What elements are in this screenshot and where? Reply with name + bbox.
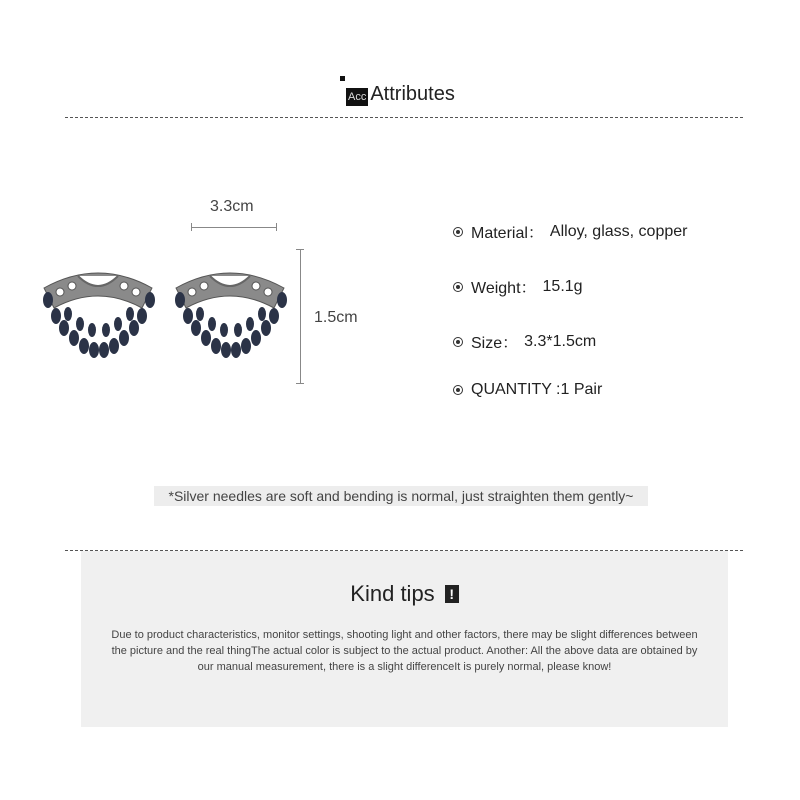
attribute-label: Material： — [471, 225, 544, 242]
height-dimension-line — [300, 249, 301, 383]
attribute-material — [453, 220, 687, 243]
divider-top — [65, 117, 743, 118]
attribute-label: Weight： — [471, 280, 537, 297]
attribute-value: 15.1g — [542, 277, 583, 295]
warning-icon: ! — [445, 585, 459, 603]
attribute-value: 3.3*1.5cm — [524, 332, 597, 350]
width-dimension-cap-right — [276, 223, 277, 231]
earring-left-image — [38, 266, 158, 376]
height-dimension-cap-bottom — [296, 383, 304, 384]
kind-tips-body: Due to product characteristics, monitor settings, shooting light and other factors, there may be slight differences between the picture and the real thingThe actual color is subject to the actual product. Another: All the above data are obtained by our manual measurement, there is a slight differenceIt is purely normal, please know! — [111, 629, 698, 673]
section-header — [340, 76, 455, 106]
bullet-icon — [453, 337, 463, 347]
bullet-icon — [453, 227, 463, 237]
attribute-size — [453, 330, 596, 353]
attribute-label: QUANTITY : — [471, 381, 561, 398]
page-title: Attributes — [370, 83, 455, 105]
height-dimension-label: 1.5cm — [314, 309, 358, 326]
kind-tips-panel — [81, 551, 728, 727]
header-tag: Acc — [346, 88, 368, 106]
attribute-weight — [453, 275, 583, 298]
width-dimension-line — [191, 227, 277, 228]
attribute-quantity — [453, 381, 602, 399]
attribute-label: Size： — [471, 335, 519, 352]
kind-tips-heading — [81, 581, 728, 607]
kind-tips-title: Kind tips — [350, 581, 435, 606]
attribute-value: Alloy, glass, copper — [549, 222, 688, 240]
earring-right-image — [170, 266, 290, 376]
attribute-value: 1 Pair — [560, 381, 603, 398]
bullet-icon — [453, 385, 463, 395]
bullet-icon — [453, 282, 463, 292]
height-dimension-cap-top — [296, 249, 304, 250]
width-dimension-label: 3.3cm — [210, 198, 254, 215]
header-dot — [340, 76, 345, 81]
care-note: *Silver needles are soft and bending is normal, just straighten them gently~ — [154, 486, 648, 506]
width-dimension-cap-left — [191, 223, 192, 231]
